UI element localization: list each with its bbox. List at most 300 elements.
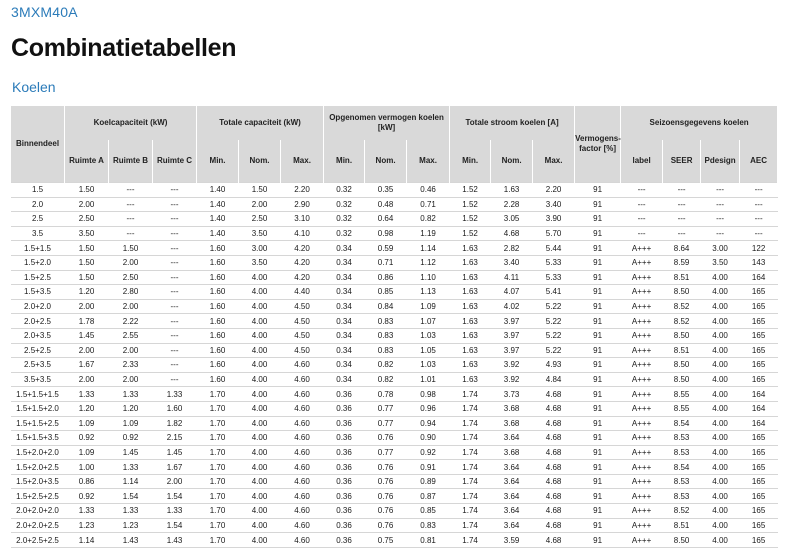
cell-ruimte-c: --- xyxy=(153,226,197,241)
cell-stroom-min: 1.52 xyxy=(450,226,491,241)
cell-opgenomen-max: 0.92 xyxy=(407,445,450,460)
cell-stroom-max: 4.68 xyxy=(533,401,575,416)
cell-totcap-max: 4.60 xyxy=(281,358,324,373)
cell-ruimte-b: 2.00 xyxy=(109,372,153,387)
cell-totcap-max: 4.50 xyxy=(281,343,324,358)
cell-label: A+++ xyxy=(621,460,663,475)
cell-stroom-max: 5.22 xyxy=(533,314,575,329)
cell-ruimte-c: 1.33 xyxy=(153,504,197,519)
table-row xyxy=(11,285,778,300)
cell-vermogensfactor: 91 xyxy=(575,241,621,256)
cell-vermogensfactor: 91 xyxy=(575,474,621,489)
cell-binnendeel: 1.5+1.5+1.5 xyxy=(11,387,65,402)
cell-vermogensfactor: 91 xyxy=(575,533,621,548)
cell-stroom-max: 4.68 xyxy=(533,416,575,431)
cell-stroom-min: 1.74 xyxy=(450,533,491,548)
cell-aec: 165 xyxy=(740,343,778,358)
cell-vermogensfactor: 91 xyxy=(575,343,621,358)
cell-ruimte-b: 2.00 xyxy=(109,255,153,270)
cell-opgenomen-max: 1.12 xyxy=(407,255,450,270)
header-totale-capaciteit: Totale capaciteit (kW) xyxy=(197,106,324,140)
cell-pdesign: 4.00 xyxy=(701,285,740,300)
cell-stroom-max: 5.41 xyxy=(533,285,575,300)
cell-totcap-max: 2.90 xyxy=(281,197,324,212)
cell-totcap-nom: 4.00 xyxy=(239,358,281,373)
cell-opgenomen-nom: 0.85 xyxy=(365,285,407,300)
cell-pdesign: 4.00 xyxy=(701,314,740,329)
table-row xyxy=(11,255,778,270)
subheader-ruimte-b: Ruimte B xyxy=(109,140,153,183)
header-opgenomen-vermogen: Opgenomen vermogen koelen [kW] xyxy=(324,106,450,140)
cell-ruimte-b: 2.00 xyxy=(109,299,153,314)
cell-seer: 8.50 xyxy=(663,328,701,343)
cell-ruimte-c: --- xyxy=(153,299,197,314)
cell-stroom-min: 1.74 xyxy=(450,489,491,504)
cell-stroom-max: 3.40 xyxy=(533,197,575,212)
cell-stroom-min: 1.74 xyxy=(450,387,491,402)
cell-stroom-max: 4.68 xyxy=(533,445,575,460)
cell-binnendeel: 1.5+3.5 xyxy=(11,285,65,300)
table-row xyxy=(11,489,778,504)
cell-stroom-max: 4.68 xyxy=(533,387,575,402)
cell-vermogensfactor: 91 xyxy=(575,445,621,460)
cell-binnendeel: 1.5+1.5 xyxy=(11,241,65,256)
cell-totcap-min: 1.60 xyxy=(197,328,239,343)
cell-seer: 8.50 xyxy=(663,285,701,300)
cell-aec: 165 xyxy=(740,474,778,489)
cell-totcap-min: 1.60 xyxy=(197,270,239,285)
cell-stroom-nom: 3.73 xyxy=(491,387,533,402)
cell-ruimte-b: 1.20 xyxy=(109,401,153,416)
cell-ruimte-c: --- xyxy=(153,328,197,343)
cell-ruimte-b: 2.80 xyxy=(109,285,153,300)
cell-ruimte-c: 1.60 xyxy=(153,401,197,416)
cell-totcap-nom: 4.00 xyxy=(239,504,281,519)
cell-stroom-min: 1.63 xyxy=(450,285,491,300)
table-row xyxy=(11,401,778,416)
cell-stroom-nom: 4.02 xyxy=(491,299,533,314)
cell-opgenomen-max: 0.46 xyxy=(407,183,450,198)
cell-pdesign: --- xyxy=(701,226,740,241)
cell-opgenomen-nom: 0.75 xyxy=(365,533,407,548)
cell-totcap-max: 4.60 xyxy=(281,460,324,475)
cell-opgenomen-nom: 0.78 xyxy=(365,387,407,402)
header-vermogensfactor: Vermogens-factor [%] xyxy=(575,106,621,183)
cell-seer: 8.51 xyxy=(663,518,701,533)
cell-binnendeel: 2.0+2.0 xyxy=(11,299,65,314)
cell-binnendeel: 1.5+2.0 xyxy=(11,255,65,270)
cell-pdesign: 4.00 xyxy=(701,431,740,446)
cell-opgenomen-nom: 0.76 xyxy=(365,431,407,446)
cell-binnendeel: 1.5+2.5+2.5 xyxy=(11,489,65,504)
cell-ruimte-c: 1.82 xyxy=(153,416,197,431)
cell-ruimte-b: 0.92 xyxy=(109,431,153,446)
cell-stroom-nom: 3.59 xyxy=(491,533,533,548)
cell-binnendeel: 2.0+2.5 xyxy=(11,314,65,329)
cell-totcap-min: 1.70 xyxy=(197,431,239,446)
cell-stroom-max: 4.68 xyxy=(533,533,575,548)
cell-stroom-max: 5.44 xyxy=(533,241,575,256)
cell-stroom-nom: 3.05 xyxy=(491,212,533,227)
cell-vermogensfactor: 91 xyxy=(575,226,621,241)
cell-label: A+++ xyxy=(621,489,663,504)
cell-seer: 8.55 xyxy=(663,387,701,402)
cell-binnendeel: 2.0+2.0+2.0 xyxy=(11,504,65,519)
cell-totcap-min: 1.60 xyxy=(197,372,239,387)
cell-ruimte-a: 2.00 xyxy=(65,197,109,212)
cell-seer: 8.52 xyxy=(663,314,701,329)
cell-totcap-max: 4.10 xyxy=(281,226,324,241)
cell-stroom-nom: 3.97 xyxy=(491,314,533,329)
cell-vermogensfactor: 91 xyxy=(575,285,621,300)
cell-label: A+++ xyxy=(621,416,663,431)
cell-opgenomen-nom: 0.76 xyxy=(365,518,407,533)
cell-vermogensfactor: 91 xyxy=(575,197,621,212)
cell-stroom-min: 1.63 xyxy=(450,270,491,285)
cell-totcap-nom: 3.00 xyxy=(239,241,281,256)
cell-stroom-max: 5.33 xyxy=(533,270,575,285)
cell-ruimte-a: 1.14 xyxy=(65,533,109,548)
cell-aec: --- xyxy=(740,226,778,241)
cell-ruimte-c: --- xyxy=(153,212,197,227)
cell-stroom-min: 1.74 xyxy=(450,416,491,431)
cell-opgenomen-nom: 0.98 xyxy=(365,226,407,241)
cell-vermogensfactor: 91 xyxy=(575,504,621,519)
model-code: 3MXM40A xyxy=(11,4,78,20)
cell-totcap-min: 1.70 xyxy=(197,533,239,548)
cell-vermogensfactor: 91 xyxy=(575,212,621,227)
cell-stroom-nom: 3.68 xyxy=(491,401,533,416)
cell-label: A+++ xyxy=(621,533,663,548)
page-title: Combinatietabellen xyxy=(11,34,237,62)
cell-aec: 165 xyxy=(740,431,778,446)
cell-ruimte-c: 1.54 xyxy=(153,518,197,533)
cell-opgenomen-max: 1.05 xyxy=(407,343,450,358)
cell-totcap-min: 1.60 xyxy=(197,314,239,329)
cell-opgenomen-nom: 0.82 xyxy=(365,372,407,387)
cell-ruimte-b: --- xyxy=(109,226,153,241)
cell-pdesign: 4.00 xyxy=(701,401,740,416)
cell-ruimte-b: 1.50 xyxy=(109,241,153,256)
cell-totcap-nom: 4.00 xyxy=(239,401,281,416)
cell-totcap-max: 4.60 xyxy=(281,445,324,460)
cell-seer: --- xyxy=(663,212,701,227)
cell-stroom-max: 5.22 xyxy=(533,299,575,314)
table-row xyxy=(11,387,778,402)
cell-opgenomen-min: 0.36 xyxy=(324,460,365,475)
cell-opgenomen-nom: 0.35 xyxy=(365,183,407,198)
cell-aec: 165 xyxy=(740,504,778,519)
subheader-pdesign: Pdesign xyxy=(701,140,740,183)
cell-totcap-max: 3.10 xyxy=(281,212,324,227)
cell-opgenomen-min: 0.34 xyxy=(324,358,365,373)
cell-opgenomen-nom: 0.82 xyxy=(365,358,407,373)
cell-seer: 8.54 xyxy=(663,460,701,475)
cell-stroom-nom: 4.68 xyxy=(491,226,533,241)
table-row xyxy=(11,518,778,533)
cell-ruimte-b: 1.54 xyxy=(109,489,153,504)
cell-stroom-nom: 3.64 xyxy=(491,489,533,504)
cell-totcap-max: 2.20 xyxy=(281,183,324,198)
cell-vermogensfactor: 91 xyxy=(575,314,621,329)
cell-ruimte-a: 1.23 xyxy=(65,518,109,533)
cell-ruimte-a: 2.50 xyxy=(65,212,109,227)
cell-opgenomen-min: 0.36 xyxy=(324,489,365,504)
cell-totcap-nom: 3.50 xyxy=(239,255,281,270)
cell-opgenomen-min: 0.34 xyxy=(324,270,365,285)
cell-stroom-nom: 3.68 xyxy=(491,416,533,431)
cell-stroom-min: 1.52 xyxy=(450,212,491,227)
cell-aec: 165 xyxy=(740,314,778,329)
subheader-label: label xyxy=(621,140,663,183)
cell-totcap-max: 4.60 xyxy=(281,489,324,504)
cell-binnendeel: 3.5+3.5 xyxy=(11,372,65,387)
cell-ruimte-a: 1.20 xyxy=(65,401,109,416)
cell-stroom-nom: 3.64 xyxy=(491,460,533,475)
cell-binnendeel: 2.0+2.0+2.5 xyxy=(11,518,65,533)
table-row xyxy=(11,270,778,285)
cell-ruimte-c: --- xyxy=(153,358,197,373)
cell-totcap-min: 1.40 xyxy=(197,183,239,198)
cell-ruimte-c: 1.67 xyxy=(153,460,197,475)
cell-totcap-max: 4.20 xyxy=(281,241,324,256)
cell-opgenomen-nom: 0.86 xyxy=(365,270,407,285)
cell-ruimte-b: --- xyxy=(109,197,153,212)
cell-totcap-min: 1.70 xyxy=(197,504,239,519)
table-row xyxy=(11,474,778,489)
cell-vermogensfactor: 91 xyxy=(575,401,621,416)
cell-stroom-min: 1.63 xyxy=(450,314,491,329)
cell-totcap-min: 1.60 xyxy=(197,358,239,373)
cell-ruimte-c: 1.54 xyxy=(153,489,197,504)
cell-seer: 8.51 xyxy=(663,343,701,358)
cell-pdesign: 4.00 xyxy=(701,533,740,548)
cell-pdesign: 4.00 xyxy=(701,343,740,358)
subheader-opgenomen-min: Min. xyxy=(324,140,365,183)
cell-aec: 122 xyxy=(740,241,778,256)
cell-pdesign: 3.50 xyxy=(701,255,740,270)
cell-totcap-nom: 4.00 xyxy=(239,387,281,402)
cell-stroom-max: 2.20 xyxy=(533,183,575,198)
cell-opgenomen-max: 0.90 xyxy=(407,431,450,446)
cell-opgenomen-max: 1.03 xyxy=(407,358,450,373)
cell-opgenomen-nom: 0.59 xyxy=(365,241,407,256)
cell-opgenomen-max: 1.10 xyxy=(407,270,450,285)
cell-vermogensfactor: 91 xyxy=(575,489,621,504)
cell-seer: 8.50 xyxy=(663,372,701,387)
cell-aec: 165 xyxy=(740,285,778,300)
subheader-seer: SEER xyxy=(663,140,701,183)
cell-stroom-min: 1.63 xyxy=(450,358,491,373)
cell-aec: 165 xyxy=(740,445,778,460)
cell-stroom-max: 4.93 xyxy=(533,358,575,373)
cell-totcap-min: 1.70 xyxy=(197,474,239,489)
cell-ruimte-c: --- xyxy=(153,285,197,300)
header-koelcapaciteit: Koelcapaciteit (kW) xyxy=(65,106,197,140)
cell-ruimte-b: 2.50 xyxy=(109,270,153,285)
cell-aec: 165 xyxy=(740,358,778,373)
cell-aec: 164 xyxy=(740,401,778,416)
cell-ruimte-c: --- xyxy=(153,314,197,329)
cell-stroom-min: 1.63 xyxy=(450,255,491,270)
cell-opgenomen-nom: 0.83 xyxy=(365,314,407,329)
cell-label: A+++ xyxy=(621,518,663,533)
cell-stroom-nom: 2.28 xyxy=(491,197,533,212)
cell-label: A+++ xyxy=(621,372,663,387)
table-row xyxy=(11,226,778,241)
cell-ruimte-b: 1.43 xyxy=(109,533,153,548)
cell-stroom-min: 1.63 xyxy=(450,328,491,343)
cell-aec: 164 xyxy=(740,416,778,431)
table-row xyxy=(11,197,778,212)
cell-ruimte-b: 1.33 xyxy=(109,504,153,519)
cell-opgenomen-max: 1.19 xyxy=(407,226,450,241)
cell-totcap-max: 4.60 xyxy=(281,431,324,446)
cell-seer: 8.54 xyxy=(663,416,701,431)
cell-binnendeel: 2.0 xyxy=(11,197,65,212)
cell-ruimte-a: 1.33 xyxy=(65,387,109,402)
cell-vermogensfactor: 91 xyxy=(575,416,621,431)
cell-stroom-max: 5.33 xyxy=(533,255,575,270)
cell-totcap-max: 4.60 xyxy=(281,387,324,402)
cell-ruimte-b: --- xyxy=(109,212,153,227)
cell-totcap-min: 1.60 xyxy=(197,285,239,300)
cell-pdesign: --- xyxy=(701,197,740,212)
cell-stroom-nom: 3.64 xyxy=(491,474,533,489)
subheader-totcap-min: Min. xyxy=(197,140,239,183)
cell-aec: --- xyxy=(740,212,778,227)
cell-label: A+++ xyxy=(621,285,663,300)
cell-stroom-max: 4.68 xyxy=(533,489,575,504)
cell-opgenomen-max: 1.13 xyxy=(407,285,450,300)
cell-opgenomen-nom: 0.84 xyxy=(365,299,407,314)
cell-opgenomen-max: 0.98 xyxy=(407,387,450,402)
cell-pdesign: 4.00 xyxy=(701,445,740,460)
cell-aec: --- xyxy=(740,183,778,198)
cell-ruimte-a: 1.45 xyxy=(65,328,109,343)
cell-stroom-min: 1.63 xyxy=(450,241,491,256)
cell-totcap-nom: 4.00 xyxy=(239,489,281,504)
cell-stroom-nom: 2.82 xyxy=(491,241,533,256)
cell-opgenomen-min: 0.36 xyxy=(324,504,365,519)
cell-totcap-max: 4.60 xyxy=(281,372,324,387)
cell-label: --- xyxy=(621,226,663,241)
cell-stroom-nom: 3.92 xyxy=(491,372,533,387)
cell-stroom-max: 4.68 xyxy=(533,504,575,519)
cell-totcap-max: 4.50 xyxy=(281,299,324,314)
cell-totcap-min: 1.40 xyxy=(197,197,239,212)
cell-totcap-min: 1.60 xyxy=(197,241,239,256)
cell-opgenomen-min: 0.36 xyxy=(324,445,365,460)
cell-label: A+++ xyxy=(621,358,663,373)
table-row xyxy=(11,372,778,387)
cell-ruimte-c: --- xyxy=(153,270,197,285)
cell-opgenomen-nom: 0.76 xyxy=(365,504,407,519)
cell-opgenomen-nom: 0.77 xyxy=(365,445,407,460)
cell-opgenomen-min: 0.34 xyxy=(324,255,365,270)
subheader-opgenomen-max: Max. xyxy=(407,140,450,183)
cell-totcap-nom: 4.00 xyxy=(239,445,281,460)
cell-totcap-max: 4.60 xyxy=(281,518,324,533)
cell-pdesign: 4.00 xyxy=(701,372,740,387)
cell-ruimte-a: 1.50 xyxy=(65,255,109,270)
cell-label: A+++ xyxy=(621,299,663,314)
cell-binnendeel: 2.5+3.5 xyxy=(11,358,65,373)
table-row xyxy=(11,314,778,329)
cell-pdesign: --- xyxy=(701,183,740,198)
cell-binnendeel: 1.5 xyxy=(11,183,65,198)
subheader-aec: AEC xyxy=(740,140,778,183)
cell-binnendeel: 1.5+2.0+2.0 xyxy=(11,445,65,460)
cell-opgenomen-max: 1.09 xyxy=(407,299,450,314)
cell-stroom-nom: 3.40 xyxy=(491,255,533,270)
cell-label: A+++ xyxy=(621,343,663,358)
cell-label: A+++ xyxy=(621,328,663,343)
cell-opgenomen-nom: 0.83 xyxy=(365,343,407,358)
cell-ruimte-a: 2.00 xyxy=(65,299,109,314)
cell-stroom-min: 1.63 xyxy=(450,299,491,314)
cell-ruimte-c: --- xyxy=(153,241,197,256)
cell-totcap-max: 4.60 xyxy=(281,533,324,548)
cell-label: --- xyxy=(621,212,663,227)
cell-totcap-min: 1.40 xyxy=(197,226,239,241)
cell-opgenomen-min: 0.36 xyxy=(324,431,365,446)
cell-ruimte-b: 2.33 xyxy=(109,358,153,373)
cell-stroom-max: 4.84 xyxy=(533,372,575,387)
cell-seer: 8.53 xyxy=(663,489,701,504)
cell-totcap-max: 4.60 xyxy=(281,504,324,519)
cell-label: A+++ xyxy=(621,255,663,270)
cell-pdesign: 4.00 xyxy=(701,299,740,314)
cell-totcap-nom: 4.00 xyxy=(239,518,281,533)
cell-stroom-max: 3.90 xyxy=(533,212,575,227)
cell-stroom-nom: 3.92 xyxy=(491,358,533,373)
cell-opgenomen-min: 0.34 xyxy=(324,299,365,314)
cell-vermogensfactor: 91 xyxy=(575,328,621,343)
cell-totcap-min: 1.40 xyxy=(197,212,239,227)
cell-totcap-nom: 4.00 xyxy=(239,431,281,446)
cell-aec: 164 xyxy=(740,270,778,285)
cell-opgenomen-nom: 0.76 xyxy=(365,460,407,475)
cell-totcap-nom: 4.00 xyxy=(239,416,281,431)
cell-stroom-min: 1.74 xyxy=(450,401,491,416)
cell-opgenomen-nom: 0.77 xyxy=(365,401,407,416)
cell-opgenomen-max: 0.85 xyxy=(407,504,450,519)
cell-pdesign: 4.00 xyxy=(701,270,740,285)
cell-binnendeel: 1.5+1.5+2.0 xyxy=(11,401,65,416)
cell-stroom-max: 5.70 xyxy=(533,226,575,241)
cell-label: --- xyxy=(621,183,663,198)
cell-totcap-nom: 4.00 xyxy=(239,372,281,387)
cell-ruimte-b: 1.09 xyxy=(109,416,153,431)
subheader-totcap-max: Max. xyxy=(281,140,324,183)
cell-ruimte-c: --- xyxy=(153,343,197,358)
cell-stroom-min: 1.52 xyxy=(450,183,491,198)
cell-opgenomen-min: 0.32 xyxy=(324,197,365,212)
cell-totcap-max: 4.50 xyxy=(281,328,324,343)
cell-vermogensfactor: 91 xyxy=(575,255,621,270)
cell-seer: 8.53 xyxy=(663,474,701,489)
cell-opgenomen-nom: 0.76 xyxy=(365,474,407,489)
cell-totcap-max: 4.60 xyxy=(281,474,324,489)
cell-opgenomen-min: 0.36 xyxy=(324,474,365,489)
cell-opgenomen-min: 0.34 xyxy=(324,285,365,300)
cell-label: A+++ xyxy=(621,241,663,256)
cell-totcap-nom: 4.00 xyxy=(239,328,281,343)
cell-totcap-nom: 2.00 xyxy=(239,197,281,212)
cell-totcap-min: 1.60 xyxy=(197,299,239,314)
cell-seer: 8.51 xyxy=(663,270,701,285)
